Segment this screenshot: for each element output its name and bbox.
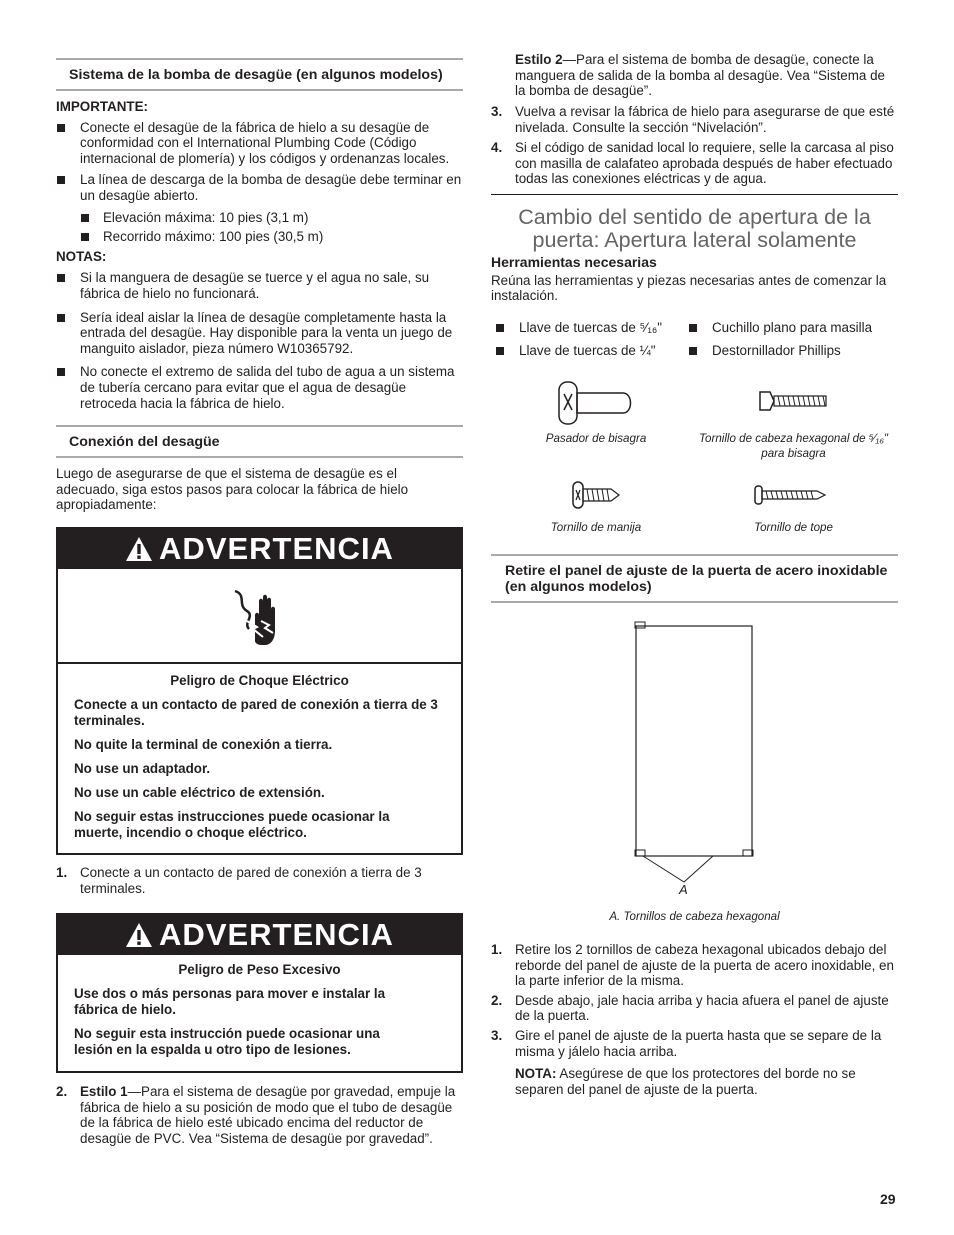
warning-triangle-icon: [125, 922, 153, 948]
list-item: [56, 865, 463, 896]
list-item: Conecte el desagüe de la fábrica de hielo a su desagüe de conformidad con el International Plumbing Code (Código internacional de plomería) y los códigos y ordenanzas locales.: [56, 120, 463, 167]
step-number: 2.: [56, 1084, 68, 1099]
list-item: Sería ideal aislar la línea de desagüe completamente hasta la entrada del desagüe. Hay disponible para la venta un juego de manguito aislador, pieza número W10365792.: [56, 310, 463, 357]
part-caption: Tornillo de cabeza hexagonal de ⁵⁄₁₆" para bisagra: [699, 432, 888, 460]
step-list: [491, 942, 898, 1063]
warning-line: Conecte a un contacto de pared de conexión a tierra de 3 terminales.: [74, 697, 438, 728]
page-number: 29: [880, 1191, 896, 1207]
list-item: [491, 942, 898, 989]
warning-line: Use dos o más personas para mover e instalar la fábrica de hielo.: [74, 986, 386, 1017]
warning-text: [58, 955, 461, 1058]
tool-item: Llave de tuercas de ⁵⁄₁₆": [491, 320, 684, 336]
parts-illustration: [491, 376, 898, 546]
style-label: Estilo 2: [515, 52, 563, 67]
warning-line: No use un cable eléctrico de extensión.: [74, 785, 325, 800]
important-label: IMPORTANTE:: [56, 99, 148, 114]
tools-section: [491, 255, 898, 359]
list-item: [491, 140, 898, 187]
tool-item: Llave de tuercas de ¼": [491, 343, 684, 359]
door-panel-diagram: [491, 618, 898, 903]
section-heading-drain-pump: Sistema de la bomba de desagüe (en algunos modelos): [56, 58, 463, 91]
door-panel-image: [631, 618, 756, 903]
step-list: [56, 865, 463, 901]
step-text: Retire los 2 tornillos de cabeza hexagonal ubicados debajo del reborde del panel de ajuste de la puerta de acero inoxidable, en la parte inferior de la misma.: [515, 942, 894, 989]
list-item: La línea de descarga de la bomba de desagüe debe terminar en un desagüe abierto.: [56, 172, 463, 203]
part-caption: Pasador de bisagra: [545, 432, 647, 445]
warning-line: No use un adaptador.: [74, 761, 211, 776]
hex-head-bolt-image: [757, 388, 829, 414]
part-caption: Tornillo de tope: [754, 521, 833, 534]
handle-screw-image: [571, 478, 621, 512]
step-text: Vuelva a revisar la fábrica de hielo para asegurarse de que esté nivelada. Consulte la sección “Nivelación”.: [515, 104, 895, 135]
note-label: NOTA:: [515, 1066, 557, 1081]
warning-title: ADVERTENCIA: [159, 531, 394, 566]
warning-line: No seguir esta instrucción puede ocasionar una lesión en la espalda u otro tipo de lesiones.: [74, 1026, 380, 1057]
list-item: Elevación máxima: 10 pies (3,1 m): [56, 210, 463, 226]
warning-title-bar: [58, 529, 461, 569]
step-text: Si el código de sanidad local lo requiere, selle la carcasa al piso con masilla de calafateo aprobada después de haber efectuado todas las conexiones eléctricas y de agua.: [515, 140, 894, 187]
step-text: Gire el panel de ajuste de la puerta hasta que se separe de la misma y jálelo hacia arriba.: [515, 1027, 882, 1059]
step-number: 4.: [491, 140, 503, 156]
note-paragraph: [491, 1066, 898, 1097]
diagram-caption: A. Tornillos de cabeza hexagonal: [609, 910, 780, 923]
section-heading-drain-connection: Conexión del desagüe: [56, 425, 463, 458]
section-heading-trim-panel: Retire el panel de ajuste de la puerta de acero inoxidable (en algunos modelos): [491, 554, 898, 603]
warning-text: [58, 664, 461, 841]
warning-title-bar: [58, 915, 461, 955]
warning-box-electric-shock: [56, 527, 463, 855]
warning-triangle-icon: [125, 536, 153, 562]
tool-item: Destornillador Phillips: [684, 343, 894, 359]
step-number: 1.: [56, 865, 68, 880]
callout-label: A: [679, 882, 688, 897]
section-rule: [491, 194, 898, 195]
part-caption: Tornillo de manija: [550, 521, 642, 534]
tools-intro: Reúna las herramientas y piezas necesarias antes de comenzar la instalación.: [491, 272, 887, 304]
list-item: [491, 993, 898, 1024]
stop-screw-image: [753, 484, 827, 506]
style2-paragraph: [491, 52, 898, 99]
warning-title: ADVERTENCIA: [159, 917, 394, 952]
step-number: 3.: [491, 104, 503, 119]
warning-line: No quite la terminal de conexión a tierra.: [74, 737, 333, 752]
list-item: Si la manguera de desagüe se tuerce y el agua no sale, su fábrica de hielo no funcionará.: [56, 270, 463, 301]
step-list: [56, 1084, 463, 1151]
warning-box-excessive-weight: [56, 913, 463, 1073]
list-item: [491, 1028, 898, 1059]
step-list: [491, 104, 898, 192]
warning-hazard: Peligro de Choque Eléctrico: [170, 673, 349, 688]
tools-list: [491, 320, 898, 359]
warning-hazard: Peligro de Peso Excesivo: [178, 962, 341, 977]
step-number: 3.: [491, 1027, 503, 1043]
hinge-pin-image: [555, 380, 635, 426]
step-text: Desde abajo, jale hacia arriba y hacia afuera el panel de ajuste de la puerta.: [515, 992, 889, 1024]
list-item: [491, 104, 898, 135]
tools-heading: Herramientas necesarias: [491, 254, 657, 270]
drain-pump-content: [56, 99, 463, 417]
tool-item: Cuchillo plano para masilla: [684, 320, 894, 336]
drain-connection-intro: Luego de asegurarse de que el sistema de desagüe es el adecuado, siga estos pasos para colocar la fábrica de hielo apropiadamente:: [56, 466, 409, 513]
note-text: Asegúrese de que los protectores del borde no se separen del panel de ajuste de la puerta.: [515, 1066, 856, 1097]
list-item: No conecte el extremo de salida del tubo de agua a un sistema de tubería cercano para evitar que el agua de desagüe retroceda hacia la fábrica de hielo.: [56, 364, 463, 411]
step-text: Conecte a un contacto de pared de conexión a tierra de 3 terminales.: [80, 865, 422, 896]
notes-label: NOTAS:: [56, 248, 107, 264]
warning-symbol-panel: [58, 569, 461, 664]
step-number: 2.: [491, 992, 503, 1008]
step-number: 1.: [491, 942, 503, 957]
warning-line: No seguir estas instrucciones puede ocasionar la muerte, incendio o choque eléctrico.: [74, 809, 390, 840]
electric-shock-hand-icon: [225, 581, 295, 651]
step-text: —Para el sistema de desagüe por gravedad, empuje la fábrica de hielo a su posición de modo que el tubo de desagüe de la fábrica de hielo esté ubicado encima del reductor de desagüe de PVC. Vea “Sistema de desagüe por gravedad”.: [80, 1084, 456, 1146]
style-label: Estilo 1: [80, 1084, 128, 1099]
style2-text: —Para el sistema de bomba de desagüe, conecte la manguera de salida de la bomba al desagüe. Vea “Sistema de la bomba de desagüe”.: [515, 52, 885, 99]
list-item: [56, 1084, 463, 1146]
list-item: Recorrido máximo: 100 pies (30,5 m): [56, 229, 463, 245]
door-reversal-title: Cambio del sentido de apertura de la puerta: Apertura lateral solamente: [518, 205, 871, 252]
